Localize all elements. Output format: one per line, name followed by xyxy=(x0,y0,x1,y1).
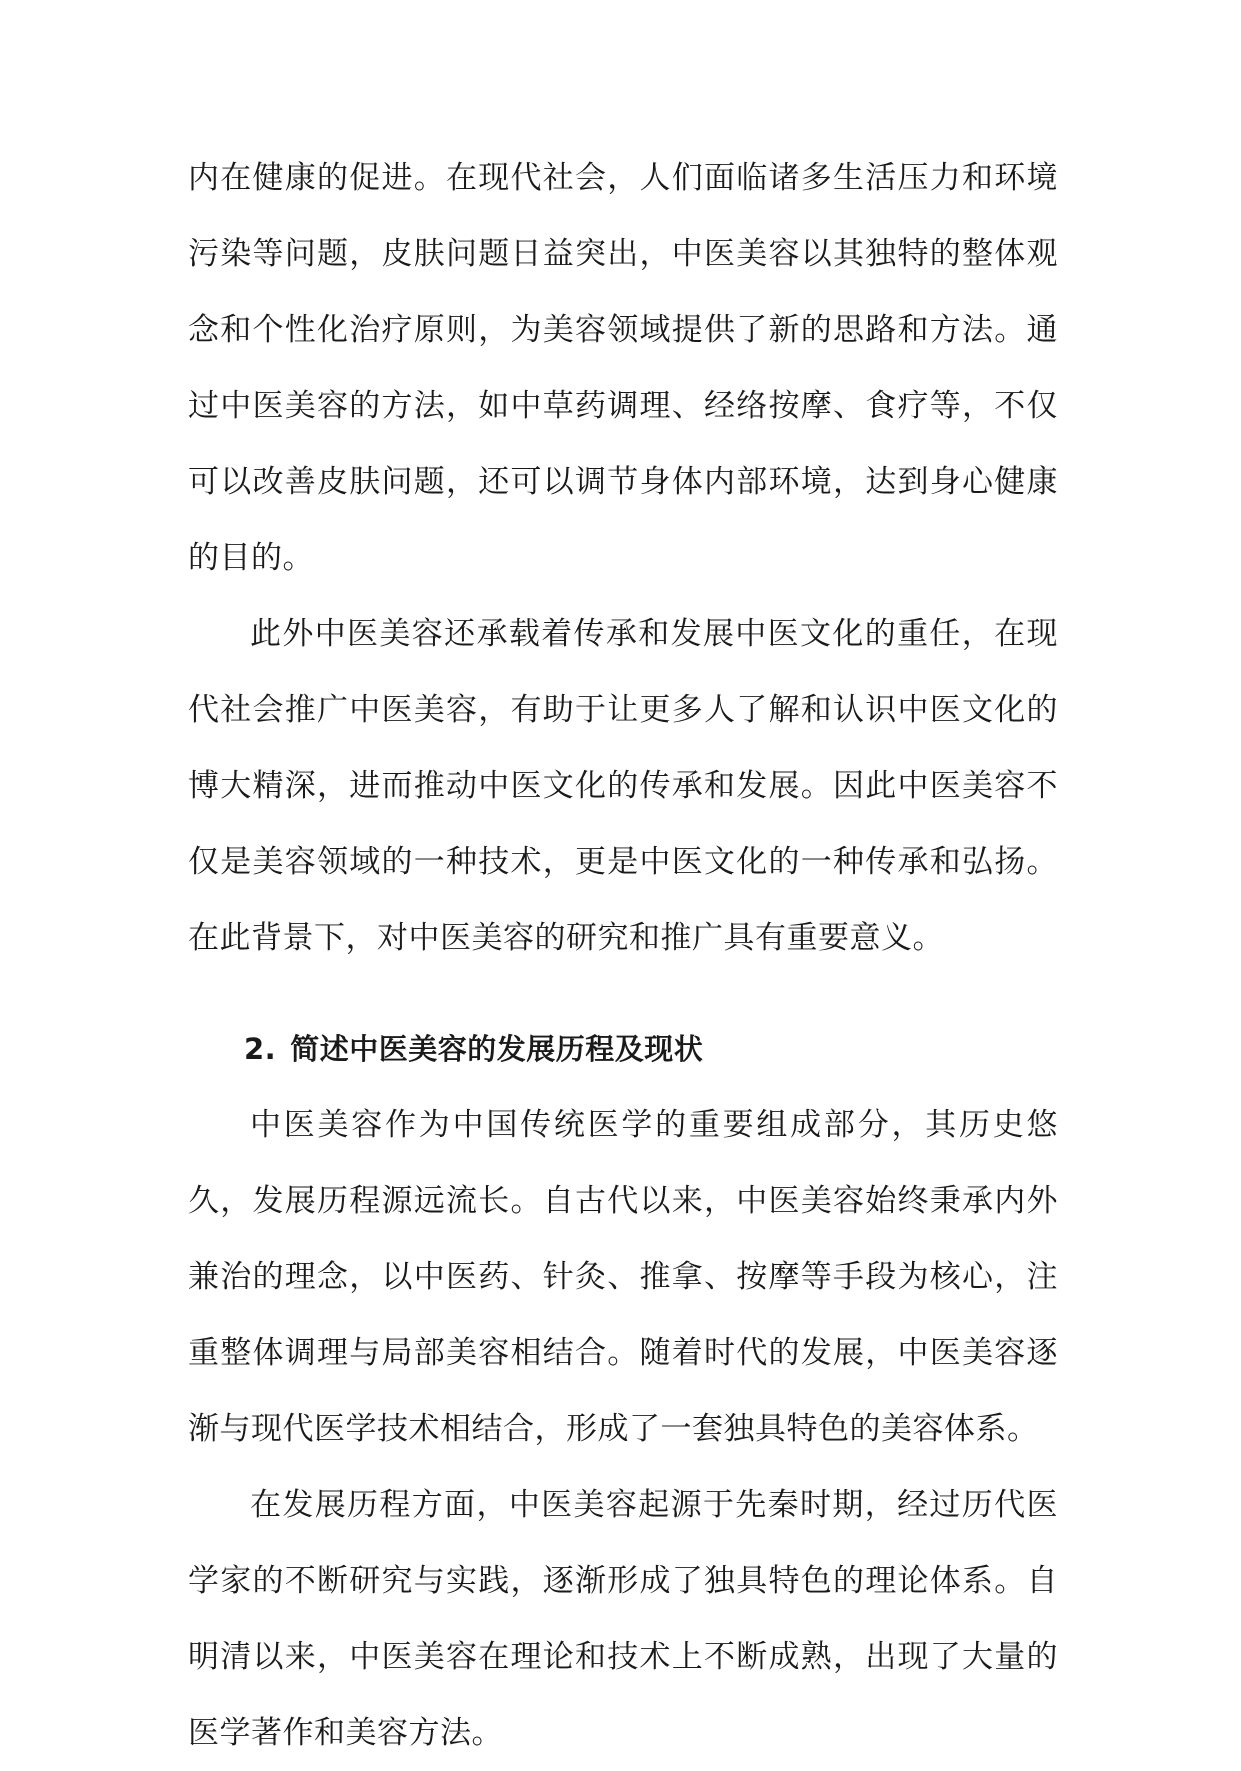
section-title: 简述中医美容的发展历程及现状 xyxy=(290,1032,704,1066)
document-page xyxy=(188,140,1058,1771)
paragraph-culture-heritage: 此外中医美容还承载着传承和发展中医文化的重任，在现代社会推广中医美容，有助于让更多人了解和认识中医文化的博大精深，进而推动中医文化的传承和发展。因此中医美容不仅是美容领域的一种技术，更是中医文化的一种传承和弘扬。在此背景下，对中医美容的研究和推广具有重要意义。 xyxy=(188,616,1058,956)
section-number: 2. xyxy=(244,1032,277,1066)
paragraph-continuation: 内在健康的促进。在现代社会，人们面临诸多生活压力和环境污染等问题，皮肤问题日益突出，中医美容以其独特的整体观念和个性化治疗原则，为美容领域提供了新的思路和方法。通过中医美容的方法，如中草药调理、经络按摩、食疗等，不仅可以改善皮肤问题，还可以调节身体内部环境，达到身心健康的目的。 xyxy=(188,160,1058,576)
paragraph-history-overview: 中医美容作为中国传统医学的重要组成部分，其历史悠久，发展历程源远流长。自古代以来，中医美容始终秉承内外兼治的理念，以中医药、针灸、推拿、按摩等手段为核心，注重整体调理与局部美容相结合。随着时代的发展，中医美容逐渐与现代医学技术相结合，形成了一套独具特色的美容体系。 xyxy=(188,1107,1058,1447)
paragraph-development-course: 在发展历程方面，中医美容起源于先秦时期，经过历代医学家的不断研究与实践，逐渐形成了独具特色的理论体系。自明清以来，中医美容在理论和技术上不断成熟，出现了大量的医学著作和美容方法。 xyxy=(188,1487,1058,1751)
section-heading xyxy=(188,1011,1058,1087)
